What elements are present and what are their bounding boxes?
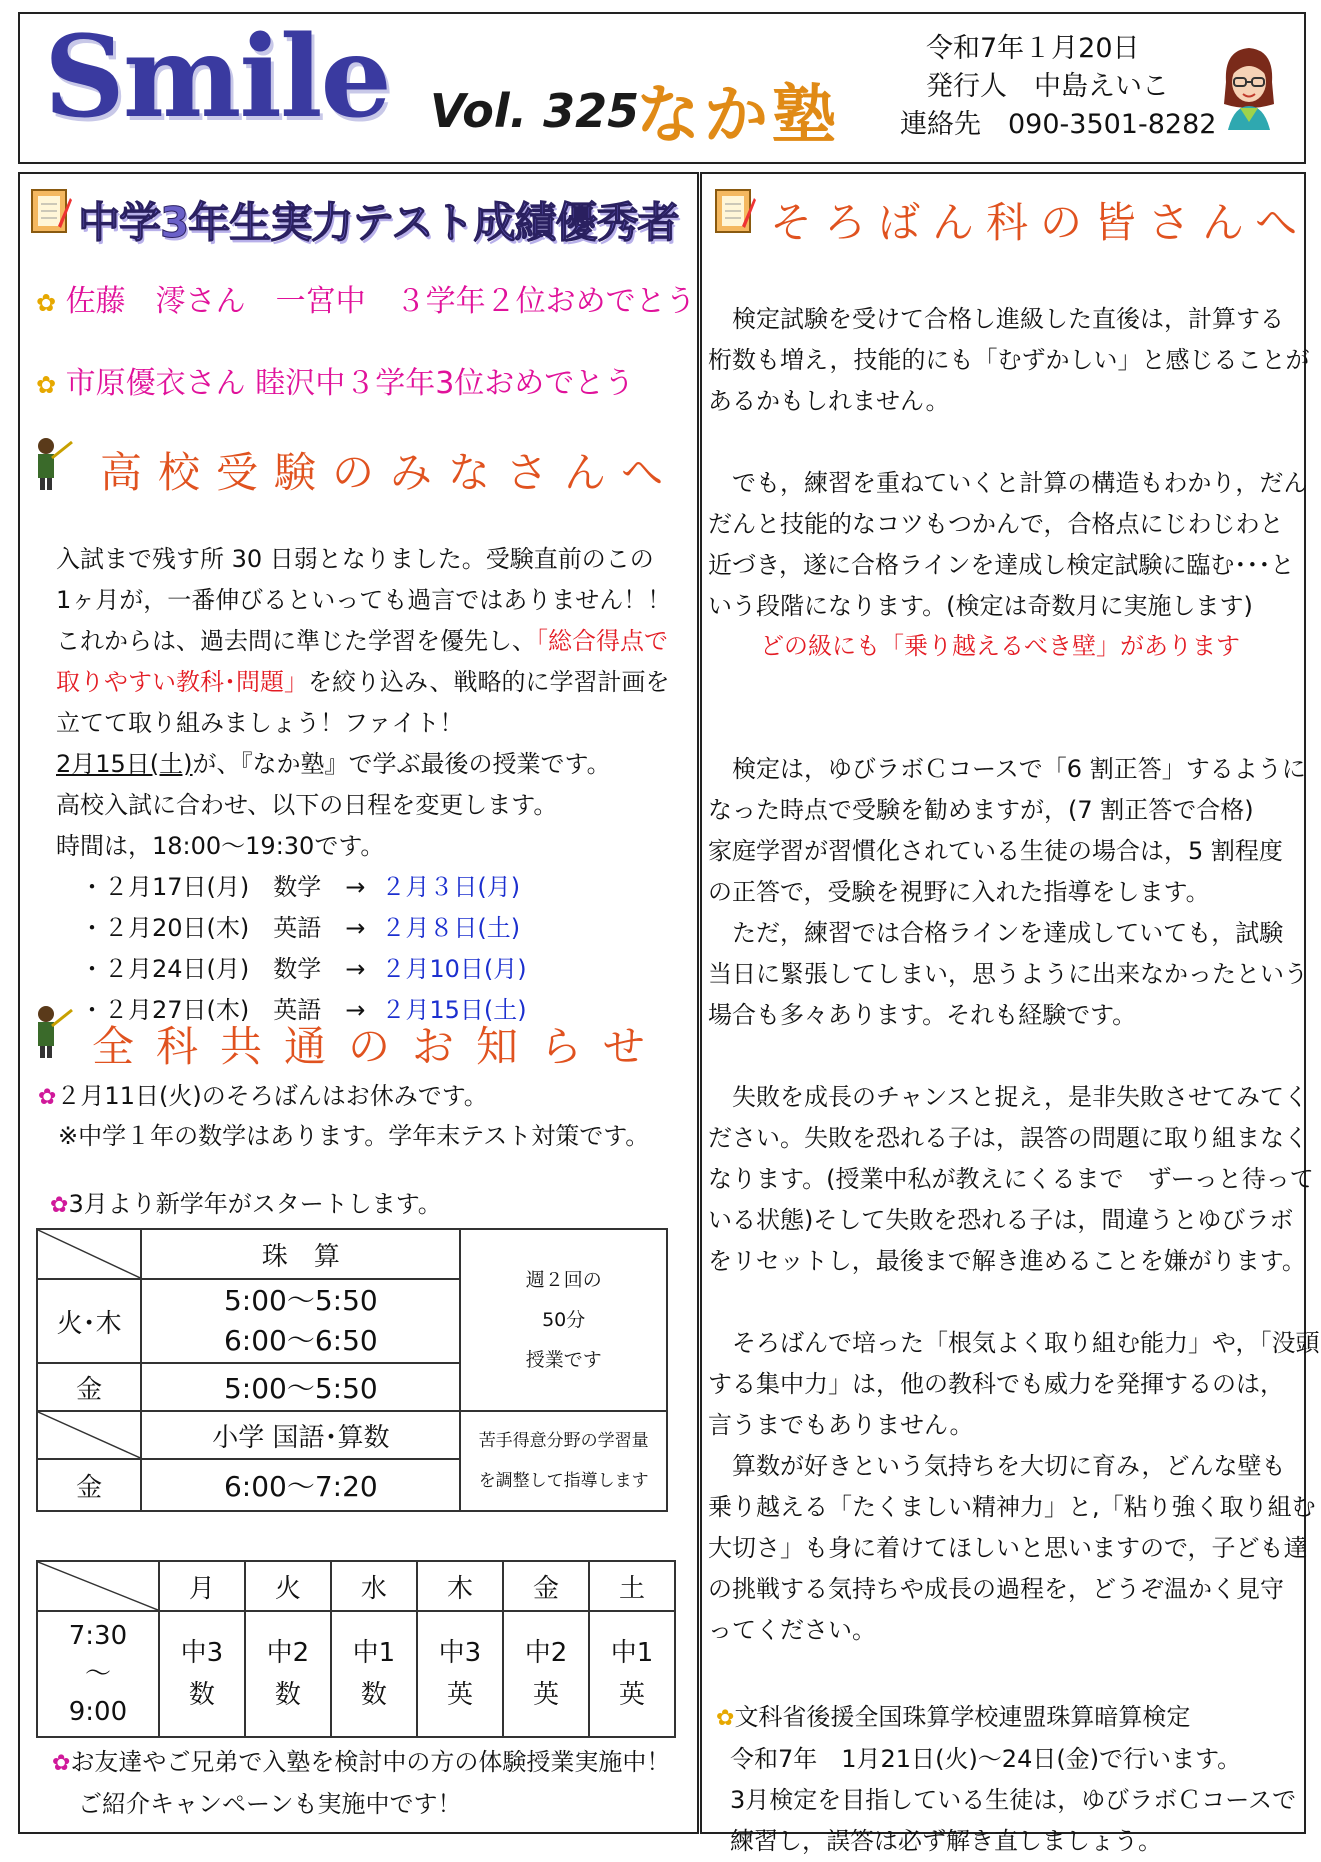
teacher-pointer-icon [30, 1004, 74, 1060]
day-header: 金 [503, 1561, 589, 1611]
footer-1 [52, 1742, 670, 1784]
soroban-note [460, 1229, 667, 1411]
time-start: 7:30 [68, 1621, 128, 1651]
notice-text: ２月11日(火)のそろばんはお休みです。 [56, 1082, 488, 1110]
time-sep: ～ [84, 1659, 111, 1689]
note-line: 50分 [542, 1309, 586, 1331]
elementary-note [460, 1411, 667, 1511]
contact: 連絡先 090-3501-8282 [900, 109, 1217, 140]
class-cell [417, 1611, 503, 1737]
time-line: 5:00～5:50 [223, 1284, 378, 1317]
soroban-body-1 [708, 258, 1309, 627]
award-text-2: 市原優衣さん 睦沢中３学年3位おめでとう [65, 366, 635, 401]
exam-highlight: 取りやすい教科･問題」 [56, 668, 308, 696]
time-cell: 6:00～7:20 [141, 1459, 460, 1511]
common-section-title: 全科共通のお知らせ [92, 1022, 667, 1071]
body-line: 近づき，遂に合格ラインを達成し検定試験に臨む･･･と [708, 551, 1295, 579]
schedule-from: ・２月27日(木) 英語 → [80, 996, 366, 1024]
body-line: 家庭学習が習慣化されている生徒の場合は，5 割程度 [708, 837, 1283, 865]
schedule-to: ２月３日(月) [381, 873, 521, 901]
exam-text: を絞り込み、戦略的に学習計画を [308, 668, 670, 696]
time-cell [141, 1279, 460, 1363]
exam-line: 1ヶ月が，一番伸びるといっても過言ではありません！！ [56, 586, 672, 614]
exam-line [56, 621, 671, 662]
body-line: なった時点で受験を勧めますが，(7 割正答で合格) [708, 796, 1254, 824]
kentei-line: 練習し，誤答は必ず解き直しましょう。 [730, 1827, 1162, 1855]
publisher: 発行人 中島えいこ [926, 71, 1169, 102]
body-line: なります。(授業中私が教えにくるまで ずーっと待って [708, 1165, 1314, 1193]
schedule-item [80, 908, 527, 949]
grade: 中3 [180, 1638, 224, 1668]
exam-line: 立てて取り組みましょう！ファイト！ [56, 709, 464, 737]
body-line: あるかもしれません。 [708, 387, 950, 415]
day-header: 土 [589, 1561, 675, 1611]
kentei-title [716, 1697, 1296, 1739]
body-line: ただ，練習では合格ラインを達成していても，試験 [708, 919, 1284, 947]
body-line [708, 1036, 1320, 1077]
body-line: 算数が好きという気持ちを大切に育み，どんな壁も [708, 1452, 1286, 1480]
subject: 数 [274, 1680, 301, 1710]
soroban-body-2 [708, 708, 1320, 1651]
note-line: 週２回の [525, 1269, 602, 1291]
last-class-date: 2月15日(土) [56, 750, 193, 778]
schedule-to: ２月８日(土) [381, 914, 521, 942]
school-name: なか塾 [636, 79, 840, 153]
time-cell: 5:00～5:50 [141, 1363, 460, 1411]
footer-text: お友達やご兄弟で入塾を検討中の方の体験授業実施中！ [70, 1748, 671, 1776]
body-line [708, 1282, 1320, 1323]
exam-line: 入試まで残す所 30 日弱となりました。受験直前のこの [56, 545, 654, 573]
body-line: する集中力」は，他の教科でも威力を発揮するのは， [708, 1370, 1284, 1398]
notice-2: ※中学１年の数学はあります。学年末テスト対策です。 [58, 1122, 650, 1150]
smile-logo: Smile [44, 12, 390, 143]
body-line: そろばんで培った「根気よく取り組む能力」や，「没頭 [708, 1329, 1320, 1357]
note-line: 授業です [525, 1349, 602, 1371]
diag-cell [37, 1561, 159, 1611]
flower-icon: ✿ [52, 1751, 71, 1776]
class-cell [245, 1611, 331, 1737]
schedule-from: ・２月17日(月) 数学 → [80, 873, 366, 901]
subject: 数 [360, 1680, 387, 1710]
day-cell: 火･木 [37, 1279, 141, 1363]
schedule-list [80, 826, 527, 1031]
day-header: 火 [245, 1561, 331, 1611]
exam-highlight: 「総合得点で [536, 627, 668, 655]
day-cell: 金 [37, 1459, 141, 1511]
body-line: 言うまでもありません。 [708, 1411, 974, 1439]
day-header: 月 [159, 1561, 245, 1611]
body-line: ださい。失敗を恐れる子は，誤答の問題に取り組まなく [708, 1124, 1308, 1152]
notebook-icon [712, 186, 756, 236]
schedule-to: ２月15日(土) [381, 996, 527, 1024]
grade: 中2 [266, 1638, 310, 1668]
notice-text: 3月より新学年がスタートします。 [68, 1190, 442, 1218]
elementary-header: 小学 国語･算数 [141, 1411, 460, 1459]
exam-text: が、『なか塾』で学ぶ最後の授業です。 [192, 750, 611, 778]
class-cell [331, 1611, 417, 1737]
exam-line [56, 662, 671, 703]
header-info [900, 30, 1216, 144]
volume-number: Vol. 325 [430, 84, 640, 138]
body-line: ってください。 [708, 1616, 876, 1644]
body-line: 場合も多々あります。それも経験です。 [708, 1001, 1137, 1029]
body-line: 当日に緊張してしまい，思うように出来なかったという [708, 960, 1308, 988]
body-line: の正答で，受験を視野に入れた指導をします。 [708, 878, 1210, 906]
honor-banner-title: 中学3年生実力テスト成績優秀者 [78, 198, 679, 247]
grade: 中1 [352, 1638, 396, 1668]
day-cell: 金 [37, 1363, 141, 1411]
exam-section-title: 高校受験のみなさんへ [100, 448, 680, 497]
exam-line [56, 744, 671, 785]
weekly-timetable [36, 1560, 676, 1738]
body-line: 桁数も増え，技能的にも「むずかしい」と感じることが [708, 346, 1310, 374]
teacher-avatar-icon [1214, 42, 1284, 132]
subject: 英 [532, 1680, 559, 1710]
issue-date: 令和7年１月20日 [926, 33, 1140, 64]
body-line: 検定は，ゆびラボＣコースで「6 割正答」するように [708, 755, 1306, 783]
schedule-item [80, 867, 527, 908]
kentei-line: 3月検定を目指している生徒は，ゆびラボＣコースで [730, 1786, 1297, 1814]
soroban-section-title: そろばん科の皆さんへ [770, 198, 1310, 247]
kentei-text: 文科省後援全国珠算学校連盟珠算暗算検定 [734, 1703, 1191, 1731]
notebook-icon [28, 186, 72, 236]
kentei-block [716, 1656, 1296, 1862]
award-line-1 [36, 276, 696, 320]
exam-line: 高校入試に合わせ、以下の日程を変更します。 [56, 791, 558, 819]
flower-icon: ✿ [50, 1193, 69, 1218]
kentei-date: 令和7年 1月21日(火)～24日(金)で行います。 [730, 1745, 1242, 1773]
schedule-to: ２月10日(月) [381, 955, 527, 983]
body-line: 失敗を成長のチャンスと捉え，是非失敗させてみてく [708, 1083, 1308, 1111]
class-cell [503, 1611, 589, 1737]
diag-cell [37, 1229, 141, 1279]
body-line: 検定試験を受けて合格し進級した直後は，計算する [708, 305, 1284, 333]
grade: 中1 [610, 1638, 654, 1668]
flower-icon: ✿ [716, 1706, 735, 1731]
exam-line: 時間は，18:00～19:30です。 [56, 832, 385, 860]
note-line: を調整して指導します [478, 1471, 649, 1491]
class-schedule-table [36, 1228, 668, 1512]
grade: 中2 [524, 1638, 568, 1668]
subject: 数 [188, 1680, 215, 1710]
class-cell [159, 1611, 245, 1737]
time-line: 6:00～6:50 [223, 1324, 378, 1357]
grade: 中3 [438, 1638, 482, 1668]
time-end: 9:00 [68, 1697, 128, 1727]
class-cell [589, 1611, 675, 1737]
teacher-pointer-icon [30, 436, 74, 492]
notice-3 [50, 1184, 442, 1226]
diag-cell [37, 1411, 141, 1459]
body-line: いる状態)そして失敗を恐れる子は，間違うとゆびラボ [708, 1206, 1294, 1234]
flower-icon: ✿ [36, 371, 57, 399]
flower-icon: ✿ [36, 289, 57, 317]
flower-icon: ✿ [38, 1085, 57, 1110]
body-line: いう段階になります。(検定は奇数月に実施します) [708, 592, 1253, 620]
soroban-header: 珠 算 [141, 1229, 460, 1279]
time-range [37, 1611, 159, 1737]
body-line: をリセットし，最後まで解き進めることを嫌がります。 [708, 1247, 1306, 1275]
body-line: 乗り越える「たくましい精神力」と,「粘り強く取り組む [708, 1493, 1316, 1521]
wall-highlight: どの級にも「乗り越えるべき壁」があります [760, 632, 1240, 660]
schedule-from: ・２月24日(月) 数学 → [80, 955, 366, 983]
day-header: 木 [417, 1561, 503, 1611]
schedule-item [80, 949, 527, 990]
notice-1 [38, 1076, 488, 1118]
schedule-from: ・２月20日(木) 英語 → [80, 914, 366, 942]
body-line: 大切さ」も身に着けてほしいと思いますので，子ども達 [708, 1534, 1308, 1562]
body-line: の挑戦する気持ちや成長の過程を，どうぞ温かく見守 [708, 1575, 1284, 1603]
subject: 英 [618, 1680, 645, 1710]
note-line: 苦手得意分野の学習量 [478, 1431, 649, 1451]
award-line-2 [36, 358, 634, 402]
subject: 英 [446, 1680, 473, 1710]
body-line: でも，練習を重ねていくと計算の構造もわかり，だん [708, 469, 1308, 497]
exam-text: これからは、過去問に準じた学習を優先し、 [56, 627, 536, 655]
body-line [708, 422, 1309, 463]
award-text-1: 佐藤 澪さん 一宮中 ３学年２位おめでとう [65, 284, 696, 319]
body-line: だんと技能的なコツもつかんで，合格点にじわじわと [708, 510, 1284, 538]
exam-body [56, 498, 671, 867]
day-header: 水 [331, 1561, 417, 1611]
footer-2: ご紹介キャンペーンも実施中です！ [78, 1790, 462, 1818]
